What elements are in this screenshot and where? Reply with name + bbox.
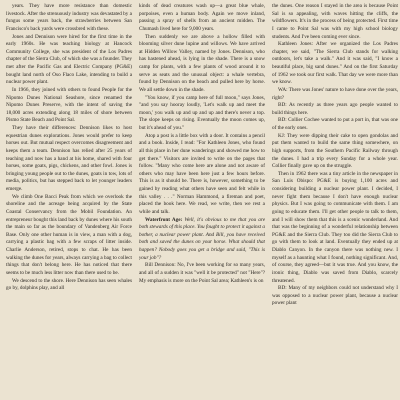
paragraph: BD: Collier Cochee wanted to put a port in, that was one of the early ones. xyxy=(272,117,398,131)
paragraph: years. They have more resistance than domestic livestock. After the strenuously industry was devastated by a fungus some years back, the strawberries between San Francisco's back yards were crossbred with these. xyxy=(6,3,132,32)
question-text: Well, it's obvious to me that you are both stewards of this place. You fought to protect it against a bother, a nuclear power plant. And Bill, you have received both and saved the dunes on your horse. What should that happen? Nobody goes you get a bridge and said, "This is your job"? xyxy=(139,216,265,261)
paragraph: WA: There was Jones' nature to have done over the years, right? xyxy=(272,86,398,101)
paragraph: They have their differences: Dennison likes to host equestrian dunes explorations. Jones would prefer to keep horses out. But mutual respect overcomes disagreement and keeps them a team. Dennison has relied after 25 years of teaching and now has a hand at his home, shared with four horses, some goats, pigs, chickens, and other fowl. Jones is bringing young people out to the dunes, goats in tow, lots of media, politics, but has stepped back to let younger leaders emerge. xyxy=(6,125,132,192)
interview-question xyxy=(139,217,265,263)
paragraph: Bill Dennison: No, I've been working for so many years, and all of a sudden it was "well it be protected" not "Here"? My emphasis is more on the Point Sal area; Kathleen's is on xyxy=(139,262,265,284)
paragraph: BD: As recently as three years ago people wanted to build things here. xyxy=(272,102,398,116)
paragraph: KJ: They were dipping their cake to open gondolas and put them wanted to build the same thing somewhere, on high supports, from the Southern Pacific Railway through the dunes. I had a trip every Sunday for a whole year. Collier finally gave up on the struggle. xyxy=(272,132,398,170)
paragraph: "You know, if you camp here of full moon," says Jones, "and you say hooray loudly, 'Let's walk up and meet the moon,' you walk up and up and up and there's never a top. The slope keeps on rising. Eventually the moon comes up, but it's ahead of you." xyxy=(139,94,265,131)
text-column-3 xyxy=(272,3,398,398)
paragraph: Kathleen Jones: After we organized the Los Padres chapter, we said, "The Sierra Club stands for walking outdoors, let's take a walk." And it was said, "I know a beautiful place, big sand dunes." And on the first Saturday of 1962 we took our first walk. That day we were more than we know. xyxy=(272,41,398,86)
text-column-2 xyxy=(139,3,265,398)
speaker-label: Waterfront Age: xyxy=(145,216,183,223)
text-column-1 xyxy=(6,3,132,398)
paragraph: We climb One Bacci Peak from which we overlook the shoreline and the acreage being acquired by the State Coastal Conservancy from the Mobil Foundation. An entrepreneur bought this land back by dunes where his south the main so far as the boundary of Vandenberg Air Force Base. Only one other human is in view, a man with a dog, carrying a plastic bag with a few scraps of litter inside. Charlie Anderson, retired, stops to chat. He has been walking the dunes for years, always carrying a bag to collect things that don't belong here. He has noticed that there seems to be much less litter now than there used to be. xyxy=(6,193,132,276)
paragraph: Then in 1962 there was a tiny article in the newspaper in San Luis Obispo: PG&E is buying 1,100 acres and considering building a nuclear power plant. I decided, I never fight them because I don't have enough nuclear physics. But I was going to communicate with them. I am going to educate them. I'll get other people to talk to them, and I will show them that this is a scenic wonderland. And that was the beginning of a wonderful relationship between PG&E and the Sierra Club. They too did the Sierra Club to go with them to look at land. Eventually they ended up at Diablo Canyon. In the canyon there was nothing new. I myself as a haunting what I found, nothing significant. And, of course, they agreed—but it was true. And you know, the ironic thing, Diablo was saved from Diablo, scarcely threatened. xyxy=(272,170,398,284)
paragraph: Jones and Dennison were hired for the first time in the early 1960s. He was teaching biology at Hancock Community College, she was president of the Los Padres chapter of the Sierra Club, of which she was a founder. They met after the Pacific Gas and Electric Company (PG&E) bought land north of Oso Flaco Lake, intending to build a nuclear power plant. xyxy=(6,33,132,86)
paragraph: Then suddenly we are above a hollow filled with blooming silver dune lupine and willows. We have arrived at Hidden Willow Valley, named by Jones. Dennison, who has hastened ahead, is lying in the shade. There is a snow camp for plants, with a few plants of wood around it to serve as seats and the unusual object: a whale vertebra, found by Dennison on the beach and pulled here by horse. We all settle down in the shade. xyxy=(139,33,265,93)
paragraph: Atop a post is a little box with a door. It contains a pencil and a book. Inside, I read: "For Kathleen Jones, who found all this place in her dune wanderings and showed me how to get there." Visitors are invited to write on the pages that follow. "Many who come here are alone and not aware of others who may have been here just a few hours before. This is as it should be. There is, however, something to be gained by reading what others have seen and felt while in this valley . . ." Norman Hammond, a fireman and poet, placed the book here. We read, we write, then we rest a while and talk. xyxy=(139,132,265,215)
paragraph: BD: Many of my neighbors could not understand why I was opposed to a nuclear power plant, because a nuclear power plant xyxy=(272,285,398,307)
paragraph: In 1966, they joined with others to found People for the Nipomo Dunes National Seashore, since renamed the Nipomo Dunes Preserve, with the intent of saving the 18,000 acres extending along 18 miles of shore between Pismo State Beach and Point Sal. xyxy=(6,86,132,124)
paragraph: the dunes. One reason I stayed in the area is because Point Sal is so appealing, with waves hitting the cliffs, the wildflowers. It's in the process of being protected. First time I came to Point Sal was with my high school biology students. And I've been coming ever since. xyxy=(272,3,398,40)
paragraph: We descend to the shore. Here Dennison has seen whales go by, dolphins play, and all xyxy=(6,277,132,292)
paragraph: kinds of dead creatures wash up—a great blue whale, porpoises, even a human body. Again we move inland, passing a spray of shells from an ancient midden. The Chumash lived here for 9,000 years. xyxy=(139,3,265,32)
